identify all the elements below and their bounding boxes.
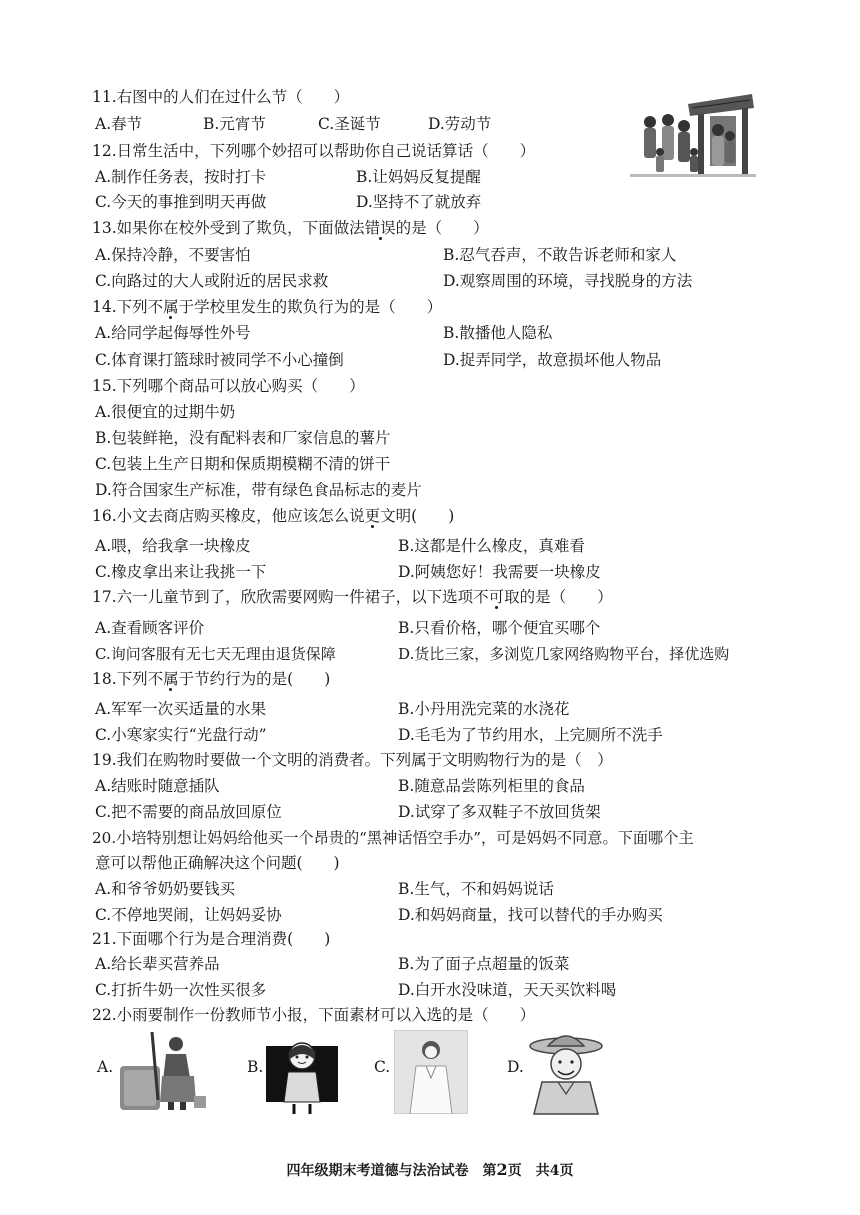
- q19-option-d[interactable]: D.试穿了多双鞋子不放回货架: [398, 803, 601, 821]
- question-18-stem: 18.下列不属于节约行为的是( ): [92, 670, 331, 688]
- q15-option-a[interactable]: A.很便宜的过期牛奶: [95, 403, 236, 421]
- q19-option-b[interactable]: B.随意品尝陈列柜里的食品: [398, 777, 585, 795]
- q14-option-a[interactable]: A.给同学起侮辱性外号: [95, 324, 251, 342]
- q19-option-c[interactable]: C.把不需要的商品放回原位: [95, 803, 282, 821]
- question-20-stem: 20.小培特别想让妈妈给他买一个昂贵的“黑神话悟空手办”，可是妈妈不同意。下面哪个主: [92, 829, 694, 847]
- q12-option-d[interactable]: D.坚持不了就放弃: [356, 193, 482, 211]
- question-20-stem-continued: 意可以帮他正确解决这个问题( ): [95, 854, 340, 872]
- q14-option-b[interactable]: B.散播他人隐私: [443, 324, 553, 342]
- q15-option-d[interactable]: D.符合国家生产标准，带有绿色食品标志的麦片: [95, 481, 422, 499]
- question-21-stem: 21.下面哪个行为是合理消费( ): [92, 930, 331, 948]
- q16-option-b[interactable]: B.这都是什么橡皮，真难看: [398, 537, 585, 555]
- q12-option-c[interactable]: C.今天的事推到明天再做: [95, 193, 267, 211]
- festival-people-illustration: [630, 86, 756, 192]
- emphasis-dotted: 不可取: [473, 588, 520, 606]
- q11-option-a[interactable]: A.春节: [95, 115, 143, 133]
- q17-option-c[interactable]: C.询问客服有无七天无理由退货保障: [95, 645, 336, 663]
- q20-option-a[interactable]: A.和爷爷奶奶要钱买: [95, 880, 236, 898]
- q14-option-d[interactable]: D.捉弄同学，故意损坏他人物品: [443, 351, 662, 369]
- question-16-stem: 16.小文去商店购买橡皮，他应该怎么说更文明( ): [92, 507, 455, 525]
- page-number: 2: [496, 1160, 508, 1179]
- page-footer: 四年级期末考道德与法治试卷 第2页 共4页: [286, 1160, 574, 1179]
- question-12-stem: 12.日常生活中，下列哪个妙招可以帮助你自己说话算话（ ）: [92, 142, 536, 160]
- q12-option-b[interactable]: B.让妈妈反复提醒: [356, 168, 481, 186]
- emphasis-dotted: 更: [364, 507, 381, 525]
- question-14-stem: 14.下列不属于学校里发生的欺负行为的是（ ）: [92, 298, 443, 316]
- q16-option-a[interactable]: A.喂，给我拿一块橡皮: [95, 537, 251, 555]
- emphasis-dotted: 错误: [364, 219, 396, 237]
- q18-option-a[interactable]: A.军军一次买适量的水果: [95, 700, 267, 718]
- q11-option-d[interactable]: D.劳动节: [428, 115, 492, 133]
- question-11-stem: 11.右图中的人们在过什么节（ ）: [92, 88, 350, 106]
- q21-option-d[interactable]: D.白开水没味道，天天买饮料喝: [398, 981, 617, 999]
- q22-option-a[interactable]: A.: [97, 1058, 114, 1076]
- old-man-with-hat-picture: [522, 1030, 610, 1116]
- q15-option-c[interactable]: C.包装上生产日期和保质期模糊不清的饼干: [95, 455, 391, 473]
- q16-option-d[interactable]: D.阿姨您好！我需要一块橡皮: [398, 563, 601, 581]
- q20-option-c[interactable]: C.不停地哭闹，让妈妈妥协: [95, 906, 282, 924]
- q19-option-a[interactable]: A.结账时随意插队: [95, 777, 220, 795]
- q13-option-a[interactable]: A.保持冷静，不要害怕: [95, 246, 251, 264]
- q14-option-c[interactable]: C.体育课打篮球时被同学不小心撞倒: [95, 351, 344, 369]
- q22-option-b[interactable]: B.: [247, 1058, 264, 1076]
- q17-option-a[interactable]: A.查看顾客评价: [95, 619, 205, 637]
- farmer-with-tools-picture: [118, 1030, 210, 1112]
- doctor-picture: [394, 1030, 468, 1114]
- q13-option-c[interactable]: C.向路过的大人或附近的居民求救: [95, 272, 329, 290]
- q12-option-a[interactable]: A.制作任务表，按时打卡: [95, 168, 267, 186]
- q20-option-b[interactable]: B.生气，不和妈妈说话: [398, 880, 554, 898]
- q11-option-c[interactable]: C.圣诞节: [318, 115, 381, 133]
- q11-option-b[interactable]: B.元宵节: [203, 115, 266, 133]
- question-17-stem: 17.六一儿童节到了，欣欣需要网购一件裙子，以下选项不可取的是（ ）: [92, 588, 613, 606]
- q20-option-d[interactable]: D.和妈妈商量，找可以替代的手办购买: [398, 906, 663, 924]
- q21-option-a[interactable]: A.给长辈买营养品: [95, 955, 220, 973]
- q15-option-b[interactable]: B.包装鲜艳，没有配料表和厂家信息的薯片: [95, 429, 391, 447]
- question-13-stem: 13.如果你在校外受到了欺负，下面做法错误的是（ ）: [92, 219, 489, 237]
- q13-option-b[interactable]: B.忍气吞声，不敢告诉老师和家人: [443, 246, 677, 264]
- question-19-stem: 19.我们在购物时要做一个文明的消费者。下列属于文明购物行为的是（ ）: [92, 751, 613, 769]
- q13-option-d[interactable]: D.观察周围的环境，寻找脱身的方法: [443, 272, 693, 290]
- question-15-stem: 15.下列哪个商品可以放心购买（ ）: [92, 377, 365, 395]
- q22-option-c[interactable]: C.: [374, 1058, 391, 1076]
- q17-option-d[interactable]: D.货比三家，多浏览几家网络购物平台，择优选购: [398, 645, 730, 663]
- q22-option-d[interactable]: D.: [507, 1058, 524, 1076]
- total-pages: 4: [549, 1163, 560, 1179]
- q18-option-d[interactable]: D.毛毛为了节约用水，上完厕所不洗手: [398, 726, 663, 744]
- q16-option-c[interactable]: C.橡皮拿出来让我挑一下: [95, 563, 267, 581]
- emphasis-dotted: 不属于: [147, 298, 195, 316]
- q17-option-b[interactable]: B.只看价格，哪个便宜买哪个: [398, 619, 601, 637]
- q18-option-c[interactable]: C.小寒家实行“光盘行动”: [95, 726, 267, 744]
- emphasis-dotted: 不属于: [147, 670, 195, 688]
- teacher-at-blackboard-picture: [264, 1030, 340, 1116]
- question-22-stem: 22.小雨要制作一份教师节小报，下面素材可以入选的是（ ）: [92, 1006, 536, 1024]
- q21-option-b[interactable]: B.为了面子点超量的饭菜: [398, 955, 570, 973]
- q18-option-b[interactable]: B.小丹用洗完菜的水浇花: [398, 700, 570, 718]
- q21-option-c[interactable]: C.打折牛奶一次性买很多: [95, 981, 267, 999]
